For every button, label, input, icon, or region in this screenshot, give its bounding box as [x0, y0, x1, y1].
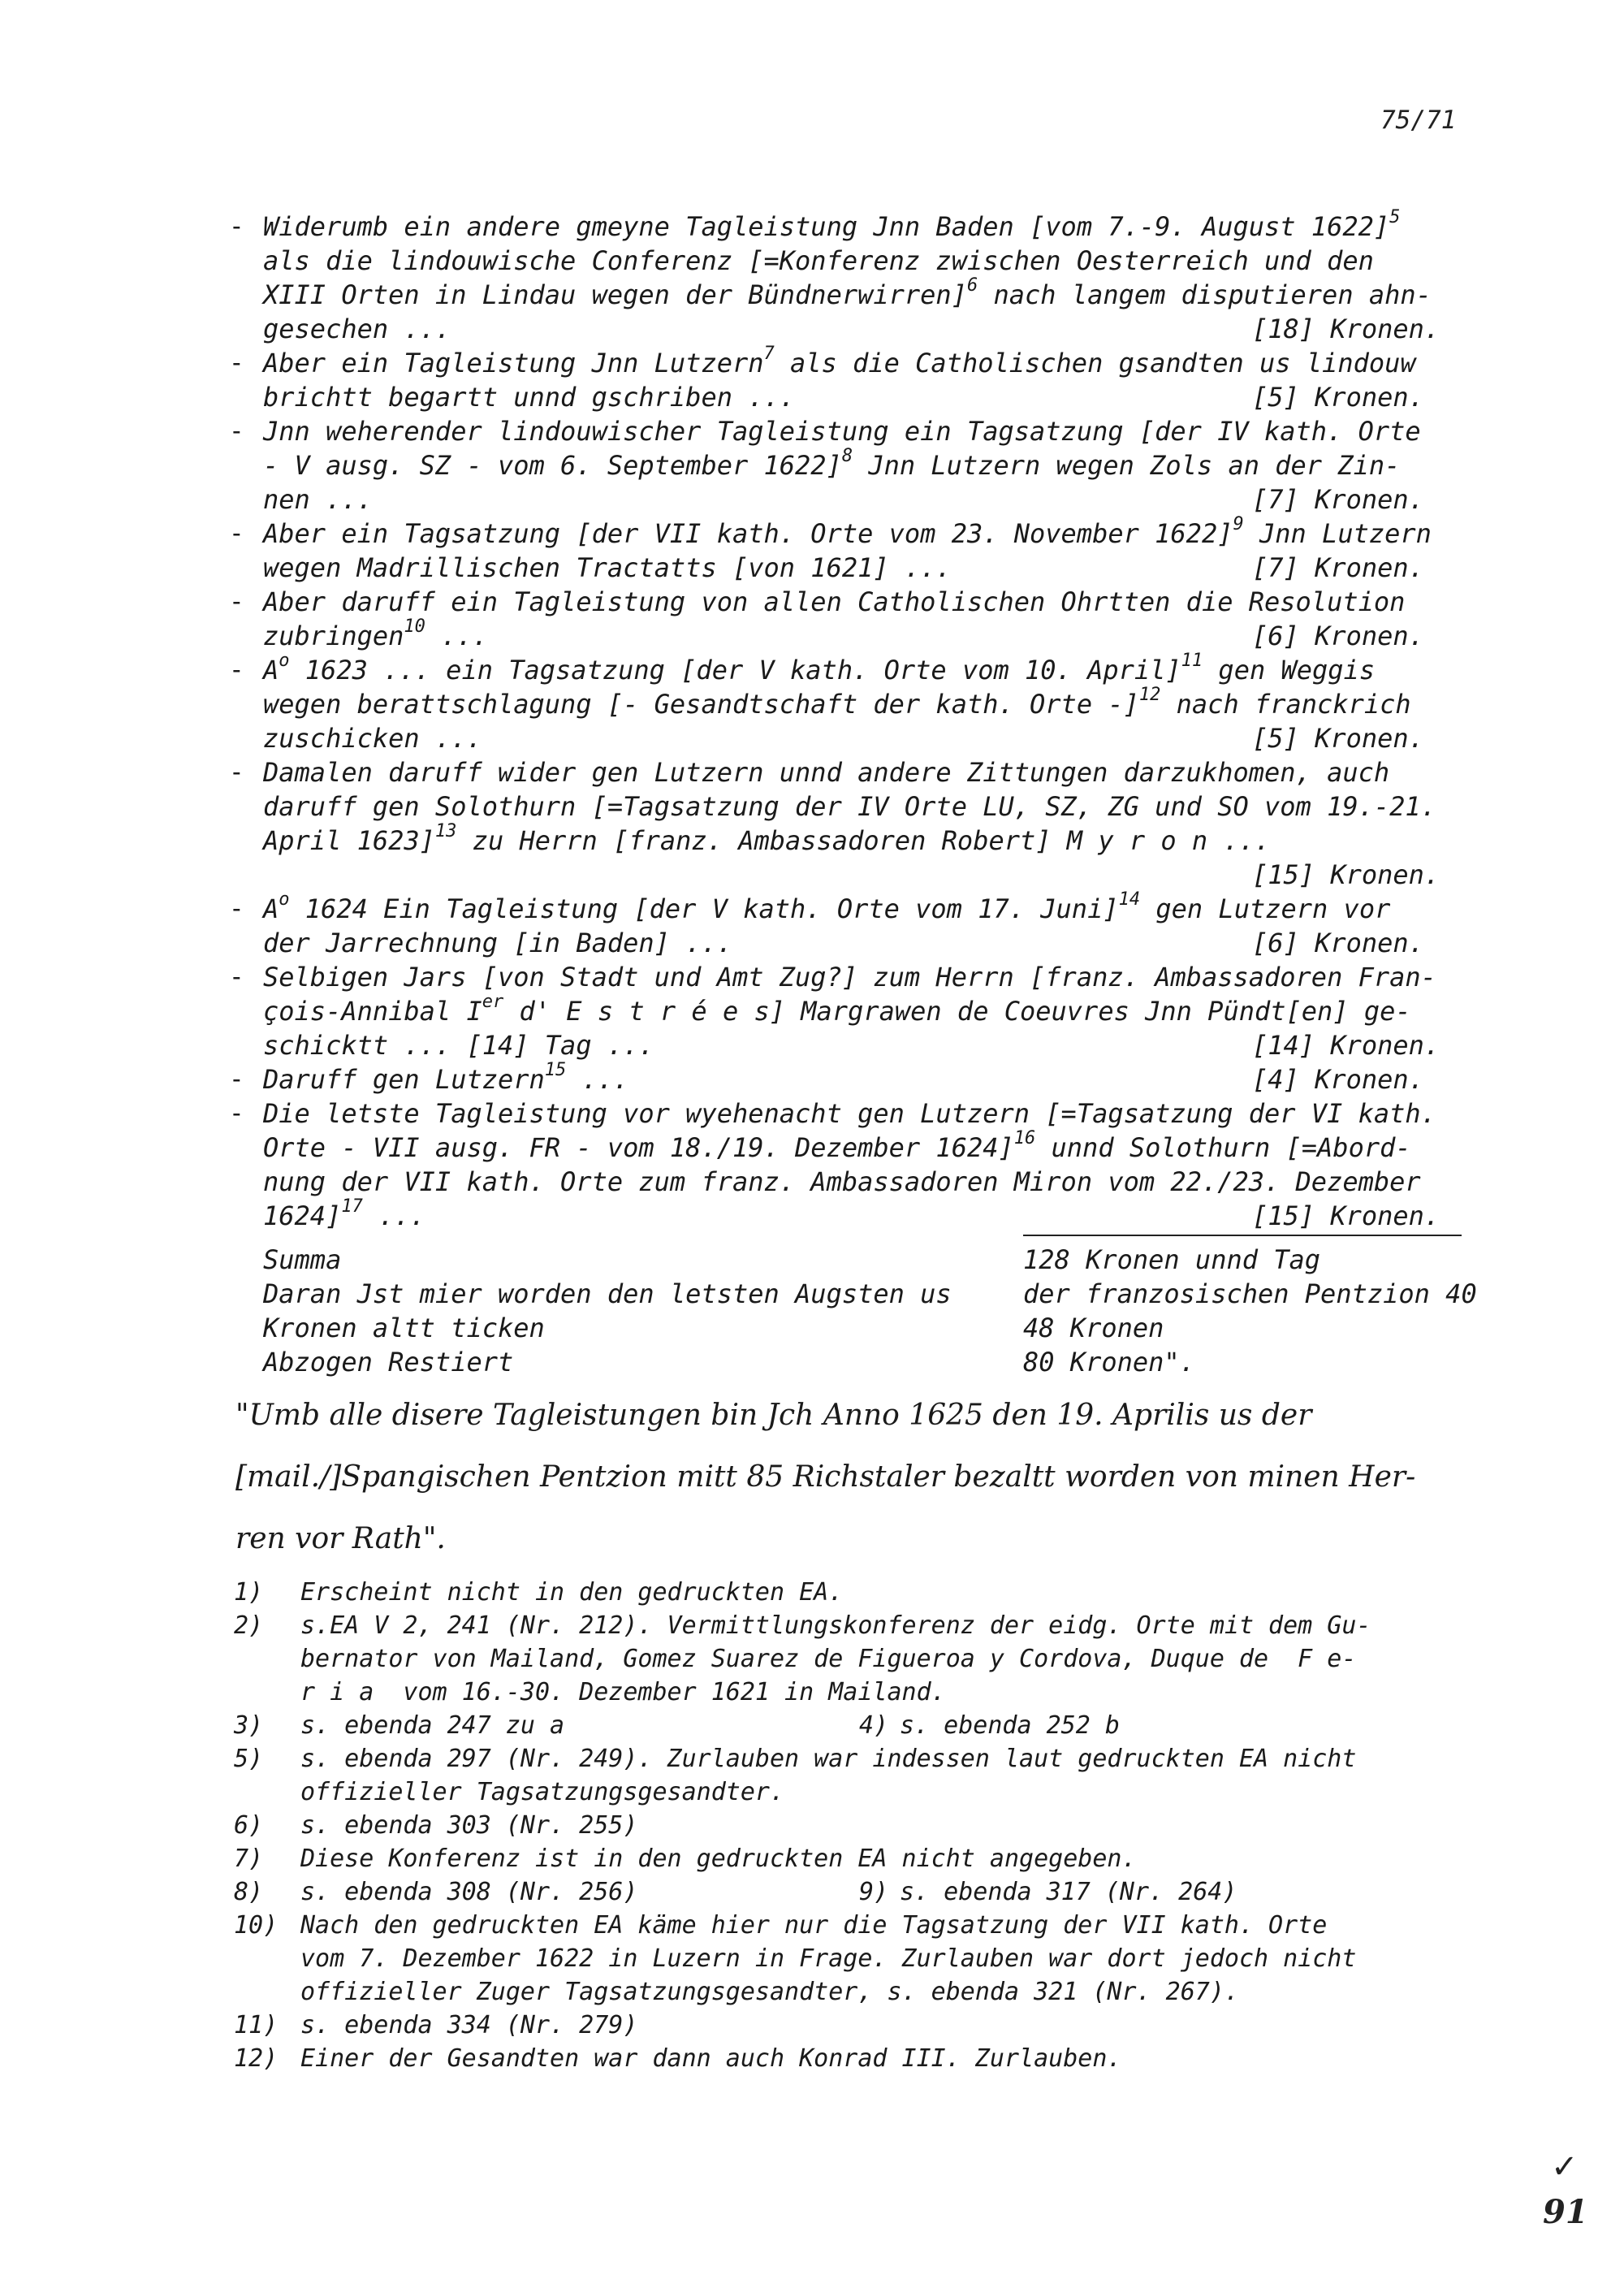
footnote-number: 10) [234, 1911, 279, 1940]
footnote [234, 1875, 1549, 1909]
footnote-number: 8) [234, 1878, 264, 1906]
entry-line [263, 926, 1512, 960]
summary-amount: 128 Kronen unnd Tag [1023, 1244, 1321, 1275]
footnote-line: s. ebenda 303 (Nr. 255) [300, 1811, 638, 1840]
entry-text: XIII Orten in Lindau wegen der Bündnerwirren] [263, 279, 967, 310]
footnote-number: 5) [234, 1745, 264, 1773]
entry-item [229, 414, 1512, 517]
footnote-ref: 9 [1233, 514, 1244, 535]
footnote-line: s. ebenda 317 (Nr. 264) [900, 1878, 1237, 1906]
summary-label: Abzogen Restiert [263, 1347, 514, 1378]
entry-line [263, 1196, 1512, 1233]
footnote-ref: 13 [434, 821, 457, 842]
entry-text: gen Weggis [1203, 655, 1376, 686]
footnote-number: 6) [234, 1811, 264, 1840]
entry-text: - V ausg. SZ - vom 6. September 1622] [263, 450, 842, 481]
entry-line [263, 616, 1512, 653]
footnote-ref: 17 [341, 1196, 363, 1218]
entry-line [263, 414, 1512, 448]
entry-item [229, 960, 1512, 1062]
sum-rule [1023, 1235, 1462, 1236]
entry-text: ... [566, 1064, 629, 1095]
entry-text: Die letste Tagleistung vor wyehenacht gen Lutzern [=Tagsatzung der VI kath. [263, 1098, 1436, 1129]
entry-text: gen Lutzern vor [1140, 893, 1391, 924]
entry-dash: - [229, 1099, 244, 1128]
footnote-number: 9) [859, 1878, 889, 1906]
entry-line [263, 858, 1512, 892]
footnote-inline [859, 1875, 1237, 1909]
entry-text: ... [362, 1200, 425, 1231]
entry-line [263, 1165, 1512, 1199]
entry-text: daruff gen Solothurn [=Tagsatzung der IV Orte LU, SZ, ZG und SO vom 19.-21. [263, 791, 1436, 822]
entry-amount: [15] Kronen. [1252, 1200, 1440, 1231]
footnote-line: Erscheint nicht in den gedruckten EA. [300, 1578, 844, 1607]
footnote-number: 1) [234, 1578, 264, 1607]
footnote-number: 12) [234, 2044, 279, 2073]
entry-line [263, 244, 1512, 278]
footnote-ref: 16 [1013, 1128, 1036, 1149]
handwritten-note [235, 1385, 1518, 1570]
entry-text: 1623 ... ein Tagsatzung [der V kath. Orte vom 10. April] [289, 655, 1181, 686]
footnote-line: bernator von Mailand, Gomez Suarez de Figueroa y Cordova, Duque de F e- [300, 1645, 1357, 1673]
entry-dash: - [229, 758, 244, 787]
entry-text: Widerumb ein andere gmeyne Tagleistung Jnn Baden [vom 7.-9. August 1622] [263, 211, 1390, 242]
handwritten-line: ren vor Rath". [235, 1522, 446, 1555]
summary-label: Kronen altt ticken [263, 1313, 545, 1343]
entry-text: Orte - VII ausg. FR - vom 18./19. Dezember 1624] [263, 1132, 1014, 1163]
footnote-line: vom 7. Dezember 1622 in Luzern in Frage. Zurlauben war dort jedoch nicht [300, 1944, 1357, 1973]
footnote [234, 1709, 1549, 1742]
entry-item [229, 1062, 1512, 1096]
footnote-line: Nach den gedruckten EA käme hier nur die Tagsatzung der VII kath. Orte [300, 1911, 1328, 1940]
footnote-ref: 15 [544, 1060, 567, 1081]
footnote-ref: er [482, 992, 504, 1013]
entry-dash: - [229, 894, 244, 923]
entry-text: gesechen ... [263, 314, 451, 344]
entry-line [263, 1096, 1512, 1131]
entry-line [263, 207, 1512, 244]
entry-text: wegen berattschlagung [- Gesandtschaft der kath. Orte -] [263, 689, 1139, 720]
footnote-ref: 12 [1138, 685, 1161, 706]
entry-text: nung der VII kath. Orte zum franz. Ambassadoren Miron vom 22./23. Dezember [263, 1166, 1421, 1197]
entry-line [263, 653, 1512, 687]
entry-line [263, 275, 1512, 312]
entry-amount: [6] Kronen. [1252, 621, 1424, 651]
footnote-number: 11) [234, 2011, 279, 2039]
entry-text: Selbigen Jars [von Stadt und Amt Zug?] zum Herrn [franz. Ambassadoren Fran- [263, 962, 1436, 993]
footnote-line: Einer der Gesandten war dann auch Konrad III. Zurlauben. [300, 2044, 1122, 2073]
summary-amount: 48 Kronen [1023, 1313, 1164, 1343]
entry-dash: - [229, 587, 244, 616]
entry-line [263, 889, 1512, 926]
entry-dash: - [229, 348, 244, 378]
entry-dash: - [229, 1065, 244, 1094]
footnote-ref: 6 [966, 275, 978, 296]
footnote-line: s.EA V 2, 241 (Nr. 212). Vermittlungskonferenz der eidg. Orte mit dem Gu- [300, 1611, 1371, 1640]
entry-item [229, 346, 1512, 414]
entry-text: Aber ein Tagleistung Jnn Lutzern [263, 348, 764, 378]
entry-text: Jnn Lutzern wegen Zols an der Zin- [853, 450, 1401, 481]
footnote [234, 1909, 1549, 2009]
footnote-line: s. ebenda 247 zu a [300, 1711, 565, 1740]
entry-text: nen ... [263, 484, 373, 515]
footnote-ref: 8 [841, 446, 853, 467]
entry-amount: [5] Kronen. [1252, 723, 1424, 754]
entry-text: zu Herrn [franz. Ambassadoren Robert] M y r o n ... [456, 825, 1271, 856]
entry-line [263, 994, 1512, 1028]
entry-item [229, 1096, 1512, 1233]
footnote-number: 7) [234, 1845, 264, 1873]
entry-amount: [4] Kronen. [1252, 1064, 1424, 1095]
footnote-line: s. ebenda 308 (Nr. 256) [300, 1878, 638, 1906]
entry-dash: - [229, 655, 244, 685]
entry-amount: [14] Kronen. [1252, 1030, 1440, 1061]
entry-text: April 1623] [263, 825, 435, 856]
footnote-number: 4) [859, 1711, 889, 1740]
entry-line [263, 789, 1512, 824]
entry-text: der Jarrechnung [in Baden] ... [263, 928, 732, 958]
footnote-ref: o [279, 651, 290, 672]
footnote-ref: 14 [1118, 889, 1141, 910]
entry-text: Daruff gen Lutzern [263, 1064, 545, 1095]
entry-item [229, 755, 1512, 892]
footnote [234, 1842, 1549, 1875]
entry-line [263, 960, 1512, 994]
footnote-ref: 11 [1181, 651, 1203, 672]
entry-text: Jnn weherender lindouwischer Tagleistung ein Tagsatzung [der IV kath. Orte [263, 416, 1421, 447]
entry-text: brichtt begartt unnd gschriben ... [263, 382, 796, 413]
footnote [234, 1742, 1549, 1809]
entry-dash: - [229, 417, 244, 446]
summary-row [263, 1311, 1530, 1345]
footnote-line: s. ebenda 334 (Nr. 279) [300, 2011, 638, 2039]
entry-item [229, 889, 1512, 960]
entry-text: ... [425, 621, 488, 651]
margin-mark: 91 [1543, 2193, 1588, 2231]
page-number: 75/71 [1380, 106, 1457, 135]
entry-text: Jnn Lutzern [1243, 518, 1432, 549]
entry-line [263, 755, 1512, 789]
summary-label: Summa [263, 1244, 342, 1275]
entry-line [263, 346, 1512, 380]
footnote [234, 2042, 1549, 2075]
entry-dash: - [229, 212, 244, 241]
entry-line [263, 1062, 1512, 1096]
footnote [234, 1576, 1549, 1609]
footnote-ref: o [279, 889, 290, 910]
entry-text: Aber daruff ein Tagleistung von allen Catholischen Ohrtten die Resolution [263, 586, 1406, 617]
footnote [234, 2009, 1549, 2042]
summary-block [263, 1243, 1530, 1379]
entry-item [229, 585, 1512, 653]
footnote-ref: 5 [1389, 207, 1401, 228]
entry-amount: [7] Kronen. [1252, 552, 1424, 583]
entry-line [263, 721, 1512, 755]
footnote-inline [859, 1709, 1120, 1742]
check-mark-icon: ✓ [1551, 2148, 1579, 2186]
footnote-line: offizieller Tagsatzungsgesandter. [300, 1778, 785, 1806]
entry-text: als die Catholischen gsandten us lindouw [774, 348, 1416, 378]
entry-text: Aber ein Tagsatzung [der VII kath. Orte vom 23. November 1622] [263, 518, 1233, 549]
entry-text: Damalen daruff wider gen Lutzern unnd andere Zittungen darzukhomen, auch [263, 757, 1390, 788]
summary-row [263, 1345, 1530, 1379]
entry-text: zubringen [263, 621, 404, 651]
footnote-line: s. ebenda 297 (Nr. 249). Zurlauben war indessen laut gedruckten EA nicht [300, 1745, 1357, 1773]
entry-line [263, 687, 1512, 721]
entry-text: wegen Madrillischen Tractatts [von 1621] ... [263, 552, 952, 583]
entry-amount: [5] Kronen. [1252, 382, 1424, 413]
footnotes [234, 1576, 1549, 2075]
footnote-line: s. ebenda 252 b [900, 1711, 1120, 1740]
entry-item [229, 514, 1512, 585]
entry-text: A [263, 655, 279, 686]
footnote [234, 1609, 1549, 1709]
entry-text: 1624 Ein Tagleistung [der V kath. Orte vom 17. Juni] [289, 893, 1119, 924]
entry-line [263, 380, 1512, 414]
entry-item [229, 207, 1512, 346]
summary-row [263, 1243, 1530, 1277]
summary-amount: 80 Kronen". [1023, 1347, 1195, 1378]
entry-text: zuschicken ... [263, 723, 482, 754]
handwritten-line: "Umb alle disere Tagleistungen bin Jch Anno 1625 den 19. Aprilis us der [235, 1399, 1312, 1432]
entry-text: 1624] [263, 1200, 342, 1231]
entry-line [263, 551, 1512, 585]
handwritten-line: [mail./]Spangischen Pentzion mitt 85 Richstaler bezaltt worden von minen Her- [235, 1460, 1416, 1494]
footnote-ref: 7 [763, 344, 775, 365]
entry-text: A [263, 893, 279, 924]
entry-amount: [15] Kronen. [1252, 859, 1440, 890]
entry-line [263, 312, 1512, 346]
footnote-number: 3) [234, 1711, 264, 1740]
entry-text: als die lindouwische Conferenz [=Konferenz zwischen Oesterreich und den [263, 245, 1374, 276]
entry-text: nach langem disputieren ahn- [978, 279, 1432, 310]
entry-line [263, 1128, 1512, 1165]
entry-dash: - [229, 519, 244, 548]
footnote-line: Diese Konferenz ist in den gedruckten EA nicht angegeben. [300, 1845, 1137, 1873]
footnote-line: offizieller Zuger Tagsatzungsgesandter, s. ebenda 321 (Nr. 267). [300, 1978, 1239, 2006]
entry-line [263, 448, 1512, 482]
expense-entries [229, 207, 1512, 1233]
entry-dash: - [229, 962, 244, 992]
entry-line [263, 1028, 1512, 1062]
entry-amount: [6] Kronen. [1252, 928, 1424, 958]
summary-row [263, 1277, 1530, 1311]
entry-line [263, 482, 1512, 517]
entry-text: unnd Solothurn [=Abord- [1035, 1132, 1411, 1163]
entry-text: nach franckrich [1160, 689, 1411, 720]
entry-line [263, 514, 1512, 551]
summary-amount: der franzosischen Pentzion 40 [1023, 1278, 1477, 1309]
footnote-number: 2) [234, 1611, 264, 1640]
entry-text: d' E s t r é e s] Margrawen de Coeuvres Jnn Pündt[en] ge- [503, 996, 1411, 1027]
entry-line [263, 585, 1512, 619]
footnote-line: r i a vom 16.-30. Dezember 1621 in Mailand. [300, 1678, 946, 1706]
entry-line [263, 821, 1512, 858]
entry-amount: [7] Kronen. [1252, 484, 1424, 515]
entry-text: çois-Annibal I [263, 996, 482, 1027]
entry-text: schicktt ... [14] Tag ... [263, 1030, 654, 1061]
footnote-ref: 10 [404, 616, 425, 638]
footnote [234, 1809, 1549, 1842]
summary-label: Daran Jst mier worden den letsten Augsten us [263, 1278, 952, 1309]
entry-item [229, 653, 1512, 755]
entry-amount: [18] Kronen. [1252, 314, 1440, 344]
